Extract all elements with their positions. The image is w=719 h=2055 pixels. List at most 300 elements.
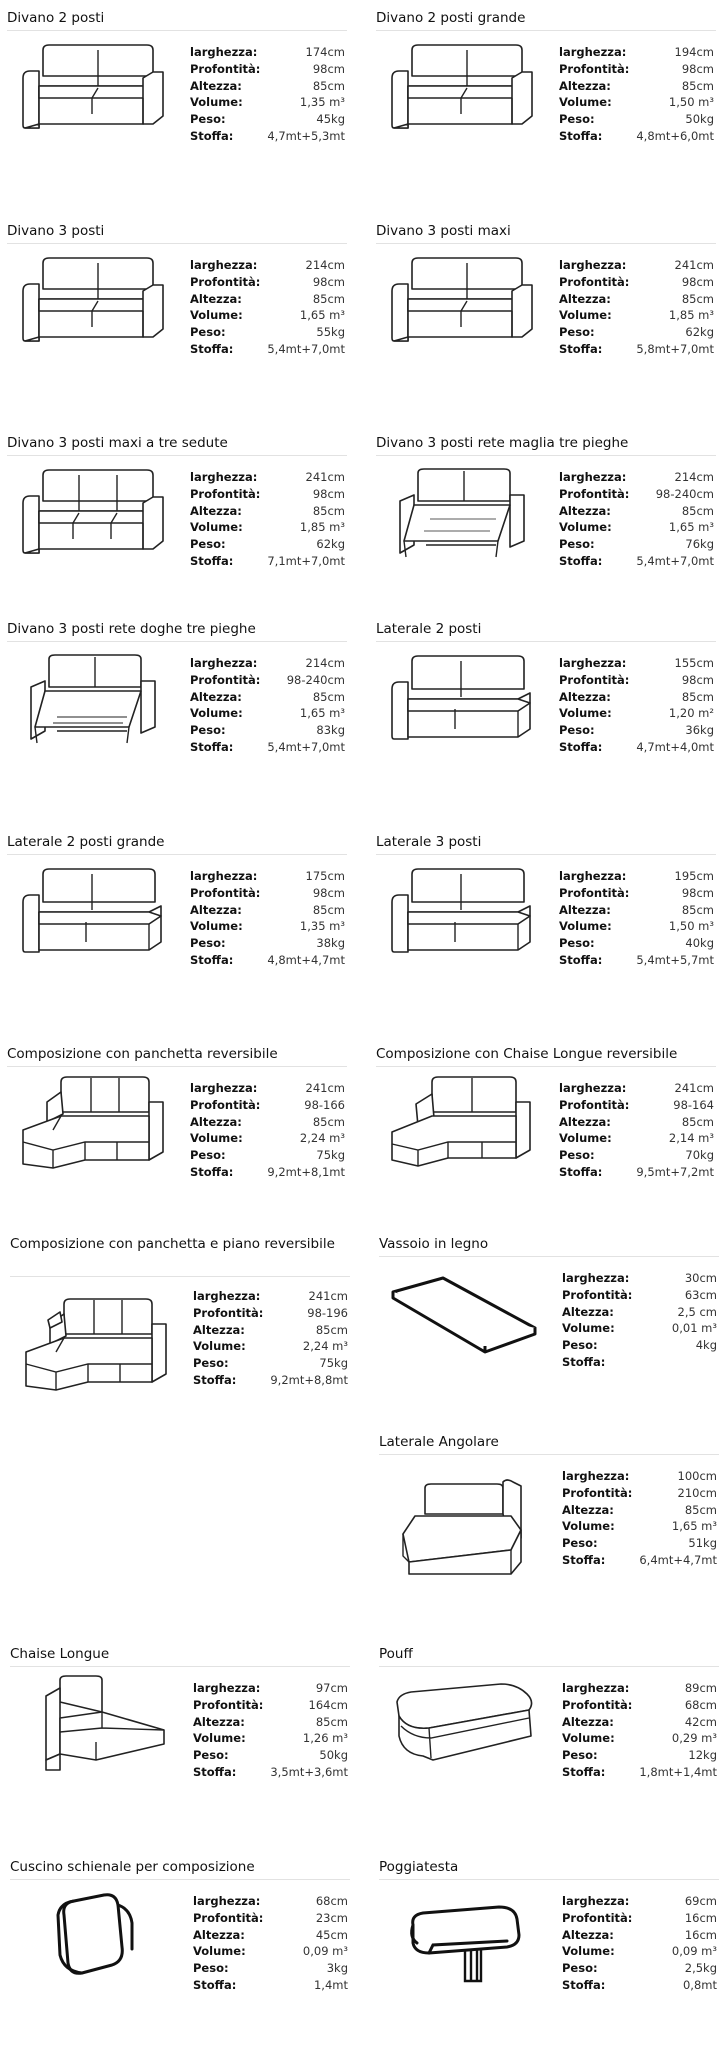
product-title: Composizione con Chaise Longue reversibile [376, 1046, 678, 1062]
spec-row [193, 1714, 348, 1731]
side-sofa-2-seat-icon [386, 647, 536, 747]
spec-label: Profontità: [559, 486, 630, 501]
spec-row [190, 918, 345, 935]
spec-label: Volume: [190, 95, 243, 110]
spec-row [190, 739, 345, 756]
spec-table [562, 1680, 717, 1781]
spec-row [559, 94, 714, 111]
spec-value: 241cm [305, 1081, 345, 1095]
spec-value: 63cm [684, 1287, 717, 1302]
spec-value: 0,8mt [682, 1977, 717, 1992]
spec-value: 76kg [685, 537, 714, 552]
title-divider [379, 1666, 719, 1667]
spec-row [559, 885, 714, 902]
spec-label: larghezza: [559, 656, 627, 670]
spec-row [193, 1943, 348, 1960]
spec-value: 214cm [305, 656, 345, 670]
spec-row [559, 689, 714, 706]
spec-value: 45kg [316, 112, 345, 127]
spec-label: Peso: [559, 1148, 595, 1163]
spec-label: Stoffa: [559, 128, 603, 143]
spec-row [559, 486, 714, 503]
spec-row [190, 111, 345, 128]
spec-label: Volume: [190, 706, 243, 721]
spec-table [190, 655, 345, 756]
spec-label: Stoffa: [562, 1977, 606, 1992]
sofa-2-seat-large-icon [386, 36, 536, 136]
spec-label: Stoffa: [559, 739, 603, 754]
spec-row [559, 536, 714, 553]
spec-value: 174cm [305, 45, 345, 59]
spec-row [559, 1147, 714, 1164]
spec-value: 23cm [315, 1910, 348, 1925]
spec-value: 210cm [677, 1485, 717, 1500]
spec-label: Volume: [559, 520, 612, 535]
sofa-3-seat-three-cushions-icon [17, 461, 167, 561]
spec-row [193, 1680, 348, 1697]
spec-row [190, 868, 345, 885]
spec-label: Profontità: [193, 1697, 264, 1712]
spec-label: Volume: [559, 706, 612, 721]
spec-row [562, 1320, 717, 1337]
spec-value: 98-164 [673, 1097, 714, 1112]
spec-table [559, 44, 714, 145]
spec-row [190, 1147, 345, 1164]
spec-value: 1,85 m³ [299, 520, 345, 535]
spec-value: 50kg [685, 112, 714, 127]
spec-value: 85cm [315, 1714, 348, 1729]
spec-label: Profontità: [562, 1697, 633, 1712]
spec-label: Altezza: [559, 291, 611, 306]
spec-label: Altezza: [562, 1502, 614, 1517]
spec-table [559, 1080, 714, 1181]
spec-row [190, 78, 345, 95]
spec-label: Stoffa: [193, 1977, 237, 1992]
spec-value: 85cm [681, 78, 714, 93]
spec-row [193, 1764, 348, 1781]
spec-table [190, 257, 345, 358]
spec-value: 85cm [681, 1114, 714, 1129]
spec-label: larghezza: [193, 1289, 261, 1303]
spec-value: 164cm [308, 1697, 348, 1712]
spec-label: Volume: [562, 1519, 615, 1534]
product-card [7, 617, 347, 817]
spec-row [190, 307, 345, 324]
spec-value: 5,4mt+7,0mt [267, 341, 345, 356]
spec-value: 1,50 m³ [668, 919, 714, 934]
product-title: Divano 2 posti [7, 10, 105, 26]
sofa-bed-mesh-icon [386, 461, 536, 561]
spec-label: Stoffa: [190, 952, 234, 967]
spec-row [562, 1502, 717, 1519]
spec-row [559, 902, 714, 919]
spec-label: Stoffa: [562, 1354, 606, 1369]
title-divider [376, 1066, 716, 1067]
spec-value: 75kg [319, 1356, 348, 1371]
pouf-icon [389, 1672, 539, 1772]
side-sofa-2-seat-large-icon [17, 860, 167, 960]
spec-label: Volume: [559, 308, 612, 323]
spec-label: Peso: [559, 936, 595, 951]
spec-row [190, 902, 345, 919]
spec-label: Peso: [190, 1148, 226, 1163]
spec-value: 2,5 cm [677, 1304, 717, 1319]
spec-label: Peso: [559, 325, 595, 340]
spec-label: Profontità: [190, 672, 261, 687]
spec-row [559, 257, 714, 274]
spec-label: Altezza: [559, 902, 611, 917]
spec-table [190, 1080, 345, 1181]
spec-value: 85cm [681, 902, 714, 917]
spec-row [190, 486, 345, 503]
spec-row [559, 1130, 714, 1147]
spec-value: 98-196 [307, 1305, 348, 1320]
product-card [379, 1855, 719, 2055]
spec-row [193, 1747, 348, 1764]
spec-row [559, 291, 714, 308]
spec-value: 98cm [312, 486, 345, 501]
spec-row [562, 1977, 717, 1994]
headrest-icon [389, 1885, 539, 1985]
spec-value: 30cm [684, 1271, 717, 1285]
spec-value: 5,4mt+5,7mt [636, 952, 714, 967]
spec-value: 68cm [315, 1894, 348, 1908]
spec-row [190, 722, 345, 739]
spec-value: 6,4mt+4,7mt [639, 1552, 717, 1567]
sofa-bed-slats-icon [17, 647, 167, 747]
spec-value: 12kg [688, 1748, 717, 1763]
product-card [376, 219, 716, 419]
product-title: Pouff [379, 1646, 413, 1662]
spec-label: Altezza: [193, 1927, 245, 1942]
spec-label: Profontità: [559, 274, 630, 289]
spec-value: 55kg [316, 325, 345, 340]
spec-label: Stoffa: [190, 341, 234, 356]
sectional-bench-icon [17, 1072, 167, 1172]
spec-label: Profontità: [562, 1485, 633, 1500]
product-title: Divano 3 posti maxi a tre sedute [7, 435, 228, 451]
spec-row [193, 1910, 348, 1927]
spec-row [559, 868, 714, 885]
spec-row [190, 274, 345, 291]
spec-table [559, 868, 714, 969]
spec-row [190, 503, 345, 520]
product-title: Laterale 3 posti [376, 834, 482, 850]
spec-label: Volume: [193, 1339, 246, 1354]
spec-row [562, 1270, 717, 1287]
spec-label: Profontità: [559, 61, 630, 76]
title-divider [7, 641, 347, 642]
spec-row [190, 1130, 345, 1147]
spec-value: 195cm [674, 869, 714, 883]
title-divider [376, 641, 716, 642]
spec-label: Volume: [562, 1731, 615, 1746]
spec-label: larghezza: [193, 1894, 261, 1908]
title-divider [376, 30, 716, 31]
spec-value: 9,2mt+8,8mt [270, 1372, 348, 1387]
spec-row [193, 1322, 348, 1339]
spec-label: Stoffa: [193, 1764, 237, 1779]
spec-row [190, 1080, 345, 1097]
spec-value: 42cm [684, 1714, 717, 1729]
product-card [376, 830, 716, 1030]
spec-row [562, 1535, 717, 1552]
spec-row [559, 78, 714, 95]
spec-row [562, 1304, 717, 1321]
spec-label: Altezza: [193, 1714, 245, 1729]
spec-row [190, 689, 345, 706]
spec-label: Volume: [190, 919, 243, 934]
spec-label: Altezza: [559, 503, 611, 518]
spec-table [562, 1270, 717, 1371]
spec-label: Peso: [193, 1356, 229, 1371]
spec-value: 2,24 m³ [299, 1131, 345, 1146]
spec-label: larghezza: [190, 258, 258, 272]
spec-row [562, 1337, 717, 1354]
spec-value: 98cm [681, 274, 714, 289]
spec-value: 40kg [685, 936, 714, 951]
spec-value: 9,2mt+8,1mt [267, 1164, 345, 1179]
spec-label: larghezza: [559, 470, 627, 484]
sofa-3-seat-icon [17, 249, 167, 349]
title-divider [10, 1276, 350, 1277]
spec-value: 98cm [312, 61, 345, 76]
spec-table [190, 868, 345, 969]
spec-row [559, 655, 714, 672]
spec-row [559, 672, 714, 689]
spec-row [190, 1164, 345, 1181]
product-card [379, 1430, 719, 1630]
product-card [10, 1232, 350, 1432]
spec-value: 194cm [674, 45, 714, 59]
corner-side-icon [389, 1478, 539, 1578]
spec-value: 3,5mt+3,6mt [270, 1764, 348, 1779]
spec-row [193, 1977, 348, 1994]
spec-row [190, 1097, 345, 1114]
spec-row [190, 94, 345, 111]
spec-table [562, 1893, 717, 1994]
spec-label: Altezza: [562, 1714, 614, 1729]
spec-value: 1,65 m³ [668, 520, 714, 535]
spec-value: 0,29 m³ [671, 1731, 717, 1746]
spec-label: Profontità: [190, 486, 261, 501]
spec-value: 0,01 m³ [671, 1321, 717, 1336]
spec-value: 0,09 m³ [302, 1944, 348, 1959]
spec-label: larghezza: [559, 869, 627, 883]
title-divider [7, 854, 347, 855]
spec-label: Profontità: [193, 1305, 264, 1320]
spec-row [559, 722, 714, 739]
spec-row [562, 1697, 717, 1714]
spec-value: 75kg [316, 1148, 345, 1163]
spec-row [190, 128, 345, 145]
spec-label: Profontità: [190, 885, 261, 900]
product-card [379, 1642, 719, 1842]
spec-value: 214cm [674, 470, 714, 484]
product-title: Chaise Longue [10, 1646, 110, 1662]
spec-row [559, 341, 714, 358]
spec-value: 62kg [316, 537, 345, 552]
spec-label: Stoffa: [559, 341, 603, 356]
spec-row [193, 1960, 348, 1977]
spec-value: 241cm [674, 258, 714, 272]
spec-label: Stoffa: [559, 553, 603, 568]
spec-value: 7,1mt+7,0mt [267, 553, 345, 568]
spec-row [562, 1354, 717, 1371]
spec-table [559, 257, 714, 358]
spec-value: 98cm [312, 885, 345, 900]
spec-row [190, 536, 345, 553]
product-title: Divano 3 posti rete maglia tre pieghe [376, 435, 629, 451]
product-card [376, 617, 716, 817]
spec-row [193, 1927, 348, 1944]
spec-value: 97cm [315, 1681, 348, 1695]
spec-row [559, 952, 714, 969]
spec-row [559, 519, 714, 536]
spec-value: 4,7mt+4,0mt [636, 739, 714, 754]
spec-row [562, 1552, 717, 1569]
spec-value: 98-166 [304, 1097, 345, 1112]
spec-label: Altezza: [559, 689, 611, 704]
title-divider [376, 243, 716, 244]
product-title: Poggiatesta [379, 1859, 459, 1875]
spec-value: 69cm [684, 1894, 717, 1908]
spec-label: Profontità: [190, 61, 261, 76]
spec-label: Volume: [559, 95, 612, 110]
spec-label: larghezza: [559, 258, 627, 272]
spec-row [190, 257, 345, 274]
spec-row [190, 952, 345, 969]
side-sofa-3-seat-icon [386, 860, 536, 960]
sectional-chaise-icon [386, 1072, 536, 1172]
spec-value: 5,4mt+7,0mt [636, 553, 714, 568]
spec-value: 1,65 m³ [299, 308, 345, 323]
spec-row [190, 61, 345, 78]
spec-row [559, 324, 714, 341]
spec-row [190, 655, 345, 672]
spec-label: Peso: [190, 112, 226, 127]
spec-row [559, 935, 714, 952]
spec-value: 85cm [312, 902, 345, 917]
spec-value: 16cm [684, 1927, 717, 1942]
spec-label: larghezza: [562, 1271, 630, 1285]
spec-value: 4kg [695, 1338, 717, 1353]
title-divider [379, 1879, 719, 1880]
spec-row [562, 1518, 717, 1535]
spec-label: Stoffa: [559, 952, 603, 967]
spec-value: 85cm [312, 1114, 345, 1129]
spec-row [562, 1910, 717, 1927]
sofa-2-seat-icon [17, 36, 167, 136]
spec-value: 1,26 m³ [302, 1731, 348, 1746]
spec-label: Peso: [559, 723, 595, 738]
spec-value: 1,20 m² [668, 706, 714, 721]
spec-row [562, 1680, 717, 1697]
spec-label: Peso: [190, 537, 226, 552]
product-title: Laterale 2 posti grande [7, 834, 165, 850]
product-title: Vassoio in legno [379, 1236, 489, 1252]
spec-row [190, 1114, 345, 1131]
spec-label: Peso: [190, 325, 226, 340]
spec-value: 5,4mt+7,0mt [267, 739, 345, 754]
spec-value: 16cm [684, 1910, 717, 1925]
title-divider [376, 455, 716, 456]
product-card [7, 431, 347, 631]
spec-value: 98-240cm [286, 672, 345, 687]
product-card [7, 830, 347, 1030]
spec-table [559, 469, 714, 570]
spec-label: Altezza: [190, 1114, 242, 1129]
spec-row [562, 1287, 717, 1304]
spec-label: Stoffa: [562, 1552, 606, 1567]
spec-label: Peso: [562, 1338, 598, 1353]
product-card [376, 6, 716, 206]
title-divider [10, 1879, 350, 1880]
spec-row [193, 1697, 348, 1714]
spec-label: Stoffa: [190, 1164, 234, 1179]
spec-label: Volume: [190, 1131, 243, 1146]
product-card [7, 219, 347, 419]
spec-label: Profontità: [193, 1910, 264, 1925]
product-card [7, 6, 347, 206]
spec-value: 1,4mt [313, 1977, 348, 1992]
spec-table [193, 1893, 348, 1994]
spec-row [190, 291, 345, 308]
spec-label: larghezza: [559, 1081, 627, 1095]
spec-row [190, 705, 345, 722]
product-card [376, 431, 716, 631]
spec-value: 85cm [312, 78, 345, 93]
spec-value: 98cm [681, 61, 714, 76]
spec-label: Peso: [562, 1961, 598, 1976]
spec-label: Peso: [559, 112, 595, 127]
spec-value: 5,8mt+7,0mt [636, 341, 714, 356]
spec-row [559, 61, 714, 78]
spec-row [190, 885, 345, 902]
product-title: Laterale 2 posti [376, 621, 482, 637]
spec-value: 1,50 m³ [668, 95, 714, 110]
product-title: Divano 3 posti maxi [376, 223, 511, 239]
spec-value: 9,5mt+7,2mt [636, 1164, 714, 1179]
spec-row [559, 44, 714, 61]
product-title: Cuscino schienale per composizione [10, 1859, 255, 1875]
spec-label: Volume: [190, 520, 243, 535]
product-card [376, 1042, 716, 1242]
spec-row [559, 503, 714, 520]
spec-value: 1,65 m³ [299, 706, 345, 721]
spec-row [559, 918, 714, 935]
spec-label: larghezza: [193, 1681, 261, 1695]
spec-value: 62kg [685, 325, 714, 340]
spec-row [562, 1927, 717, 1944]
spec-row [559, 128, 714, 145]
spec-label: Profontità: [559, 1097, 630, 1112]
spec-value: 36kg [685, 723, 714, 738]
spec-value: 85cm [312, 689, 345, 704]
spec-value: 70kg [685, 1148, 714, 1163]
spec-row [190, 341, 345, 358]
spec-row [562, 1468, 717, 1485]
spec-value: 85cm [681, 291, 714, 306]
spec-value: 0,09 m³ [671, 1944, 717, 1959]
title-divider [7, 1066, 347, 1067]
spec-row [562, 1764, 717, 1781]
product-title: Composizione con panchetta reversibile [7, 1046, 278, 1062]
spec-value: 155cm [674, 656, 714, 670]
sofa-3-seat-maxi-icon [386, 249, 536, 349]
spec-value: 1,8mt+1,4mt [639, 1764, 717, 1779]
product-card [379, 1232, 719, 1432]
